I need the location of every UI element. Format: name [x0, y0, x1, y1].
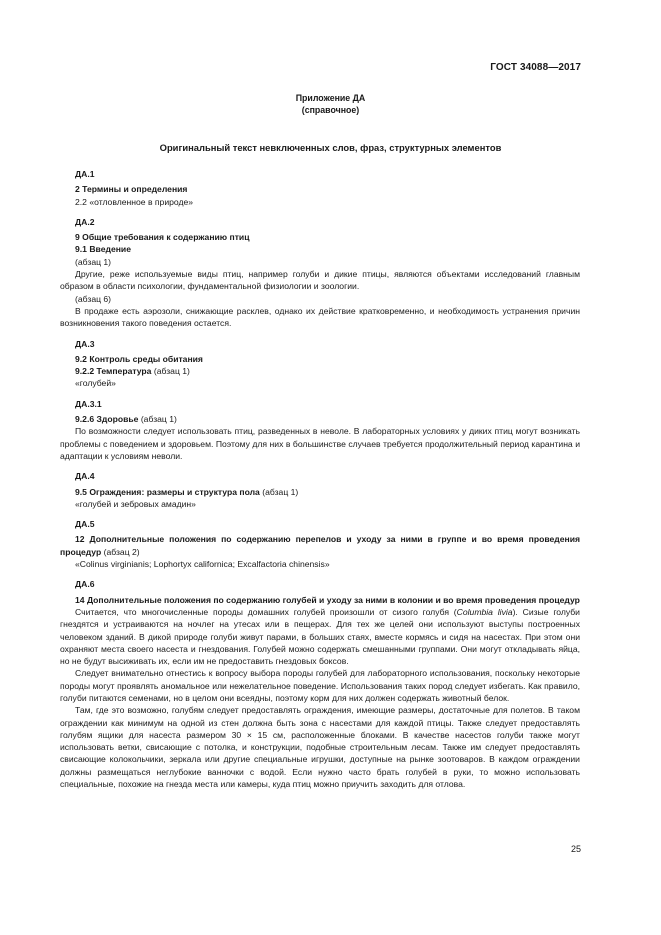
subsection-line — [75, 413, 580, 425]
section-heading-terms: 2 Термины и определения — [75, 184, 188, 195]
quoted-text: «голубей» — [75, 378, 116, 389]
paragraph-note: (абзац 1) — [138, 414, 177, 425]
species-name-italic: Columbia livia — [456, 606, 513, 617]
annex-title: Приложение ДА — [295, 93, 366, 103]
paragraph-text: Там, где это возможно, голубям следует предоставлять ограждения, имеющие размеры, достаточные для полетов. В таком ограждении как минимум на одной из стен должна быть зона с насестами для каждой птицы. Также следует предоставлять голубям ящики для насеста размером 30 × 15 см, расположенные блоками. В качестве насестов голуби также могут использовать ветки, свисающие с потолка, и конструкции, подобные строительным лесам. Также им следует предоставлять свисающие колокольчики, зеркала или другие специальные игрушки, доступные на рынке зоотоваров. В каждом ограждении должны размещаться неглубокие ванночки с водой. Если нужно часто брать голубей в руки, то можно использовать специальные, похожие на гнезда места или камеры, куда птиц можно приучить заходить для отлова. — [60, 705, 580, 790]
section-heading-general: 9 Общие требования к содержанию птиц — [75, 232, 250, 243]
subsection-heading-health: 9.2.6 Здоровье — [75, 414, 139, 425]
paragraph-text-start: Считается, что многочисленные породы домашних голубей произошли от сизого голубя ( — [75, 606, 457, 617]
paragraph-note: (абзац 1) — [259, 486, 299, 497]
subsection-line — [60, 533, 580, 558]
subsection-heading-temperature: 9.2.2 Температура — [75, 366, 152, 377]
section-label-da3-1: ДА.3.1 — [75, 398, 102, 409]
subsection-line — [75, 365, 580, 377]
section-label-da4: ДА.4 — [75, 471, 95, 482]
annex-body — [60, 168, 580, 790]
section-label-da5: ДА.5 — [75, 519, 95, 530]
paragraph-text: По возможности следует использовать птиц, разведенных в неволе. В лабораторных условиях у диких птиц могут возникать проблемы с поведением и здоровьем. Поэтому для них в большинстве случаев требуется продолжительный период карантина и адаптации к условиям неволи. — [60, 426, 580, 461]
paragraph-note: (абзац 2) — [101, 546, 140, 557]
paragraph-text: В продаже есть аэрозоли, снижающие расклев, однако их действие кратковременно, и необходимость устранения причин возникновения такого поведения остается. — [60, 305, 580, 329]
page-number: 25 — [570, 844, 581, 854]
subsection-line — [75, 486, 580, 498]
section-label-da6: ДА.6 — [75, 579, 95, 590]
section-label-da2: ДА.2 — [75, 216, 95, 227]
annex-subtitle: (справочное) — [301, 105, 360, 115]
section-heading-pigeons: 14 Дополнительные положения по содержанию голубей и уходу за ними в колонии и во время проведения процедур — [75, 594, 580, 605]
subsection-heading-enclosures: 9.5 Ограждения: размеры и структура пола — [75, 486, 260, 497]
main-title: Оригинальный текст невключенных слов, фраз, структурных элементов — [159, 142, 502, 153]
paragraph-text — [60, 606, 580, 667]
standard-number: ГОСТ 34088—2017 — [490, 62, 581, 73]
paragraph-note: (абзац 1) — [151, 366, 190, 377]
species-list: «Colinus virginianis; Lophortyx californica; Excalfactoria chinensis» — [75, 559, 330, 570]
section-heading-quail: 12 Дополнительные положения по содержанию перепелов и уходу за ними в группе и во время проведения процедур — [60, 534, 580, 557]
subsection-heading-intro: 9.1 Введение — [75, 244, 131, 255]
paragraph-text-end: ). Сизые голуби гнездятся и устраиваются на ночлег на утесах или в пещерах. Для тех же целей они используют выступы построенных человеком зданий. В дикой природе голуби живут парами, в больших стаях, вместе кормясь и сидя на насестах. При этом они охраняют места своего насеста и гнездования. Голубей можно содержать смешанными группами. Они могут откладывать яйца, но не будут высиживать их, если им не предоставить гнездовых боксов. — [60, 606, 580, 667]
paragraph-text: Следует внимательно отнестись к вопросу выбора породы голубей для лабораторного использования, поскольку некоторые породы могут проявлять аномальное или нежелательное поведение. Использования таких пород следует избегать. Как правило, голуби питаются семенами, но в целом они всеядны, поэтому корм для них должен содержать животный белок. — [60, 668, 580, 703]
annex-heading — [0, 92, 661, 116]
quoted-text: «голубей и зебровых амадин» — [75, 498, 196, 509]
term-text: 2.2 «отловленное в природе» — [75, 196, 194, 207]
section-heading-environment: 9.2 Контроль среды обитания — [75, 353, 203, 364]
paragraph-text: Другие, реже используемые виды птиц, например голуби и дикие птицы, являются объектами исследований главным образом в области психологии, фундаментальной физиологии и зоологии. — [60, 269, 580, 292]
section-label-da1: ДА.1 — [75, 169, 95, 179]
section-label-da3: ДА.3 — [75, 338, 95, 349]
paragraph-note: (абзац 1) — [75, 256, 112, 267]
paragraph-note: (абзац 6) — [75, 293, 112, 304]
